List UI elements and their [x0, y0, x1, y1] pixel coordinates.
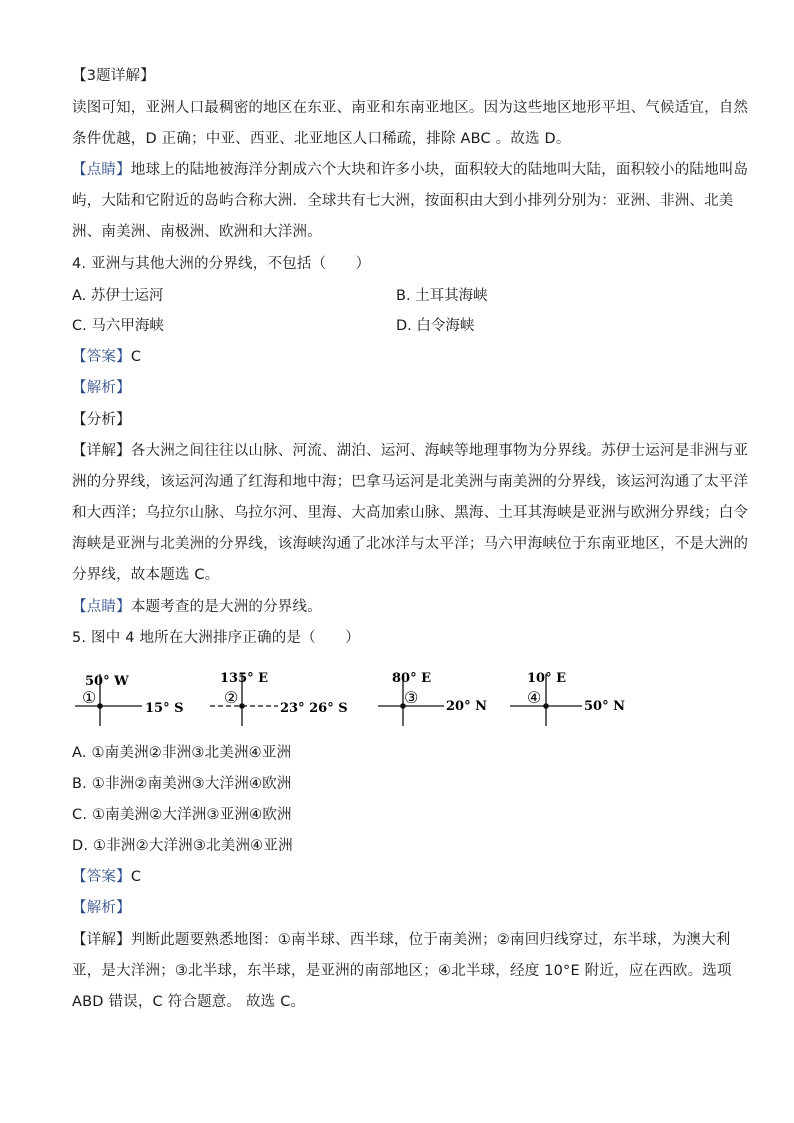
point-2-lon: 135° E — [220, 671, 269, 686]
q5-answer — [72, 867, 722, 887]
q4-point-text: 本题考查的是大洲的分界线。 — [130, 599, 322, 615]
q4-detail-text-1: 各大洲之间往往以山脉、河流、湖泊、运河、海峡等地理事物为分界线。苏伊士运河是非洲与亚 — [130, 443, 749, 459]
point-2-num: ② — [224, 688, 239, 707]
q3-point-line-1 — [72, 160, 749, 180]
q5-detail-line-2: 亚，是大洋洲；③北半球，东半球，是亚洲的南部地区；④北半球，经度 10°E 附近，应在西欧。选项 — [72, 963, 732, 979]
q4-option-b: B. 土耳其海峡 — [396, 288, 488, 304]
q5-option-a: A. ①南美洲②非洲③北美洲④亚洲 — [72, 745, 292, 761]
point-4-lat: 50° N — [584, 699, 625, 714]
q5-detail-line-1 — [72, 930, 731, 950]
point-4-num: ④ — [527, 688, 542, 707]
figure-point-4 — [510, 671, 625, 726]
answer-tag: 【答案】 — [72, 349, 131, 365]
q5-stem: 5. 图中 4 地所在大洲排序正确的是（ ） — [72, 630, 360, 646]
q5-option-b: B. ①非洲②南美洲③大洋洲④欧洲 — [72, 776, 292, 792]
point-4-lon: 10° E — [527, 671, 567, 686]
figure-point-3 — [378, 671, 487, 726]
q4-detail-line-4: 海峡是亚洲与北美洲的分界线，该海峡沟通了北冰洋与太平洋；马六甲海峡位于东南亚地区，不是大洲的 — [72, 536, 749, 552]
q3-point-line-3: 洲、南美洲、南极洲、欧洲和大洋洲。 — [72, 224, 322, 240]
q4-option-c: C. 马六甲海峡 — [72, 318, 164, 334]
point-tag: 【点睛】 — [72, 162, 131, 178]
point-3-lon: 80° E — [392, 671, 432, 686]
q5-answer-value: C — [130, 869, 142, 885]
detail-tag: 【详解】 — [72, 932, 131, 948]
q4-answer-value: C — [130, 349, 142, 365]
q3-detail-line-1: 读图可知，亚洲人口最稠密的地区在东亚、南亚和东南亚地区。因为这些地区地形平坦、气候适宜，自然 — [72, 100, 749, 116]
detail-tag: 【详解】 — [72, 443, 131, 459]
point-2-lat: 23° 26° S — [280, 701, 348, 716]
q4-detail-line-3: 和大西洋；乌拉尔山脉、乌拉尔河、里海、大高加索山脉、黑海、土耳其海峡是亚洲与欧洲分界线；白令 — [72, 505, 749, 521]
q5-option-d: D. ①非洲②大洋洲③北美洲④亚洲 — [72, 838, 293, 854]
q4-detail-line-2: 洲的分界线，该运河沟通了红海和地中海；巴拿马运河是北美洲与南美洲的分界线，该运河沟通了太平洋 — [72, 474, 749, 490]
q4-stem: 4. 亚洲与其他大洲的分界线，不包括（ ） — [72, 256, 371, 272]
q3-detail-line-2: 条件优越，D 正确；中亚、西亚、北亚地区人口稀疏，排除 ABC 。故选 D。 — [72, 131, 571, 147]
point-1-lon: 50° W — [85, 674, 129, 689]
q5-detail-text-1: 判断此题要熟悉地图：①南半球、西半球，位于南美洲；②南回归线穿过，东半球，为澳大利 — [130, 932, 731, 948]
point-1-lat: 15° S — [145, 701, 184, 716]
q5-analysis-tag: 【解析】 — [72, 900, 131, 916]
q4-point — [72, 597, 722, 617]
q5-detail-line-3: ABD 错误，C 符合题意。 故选 C。 — [72, 994, 306, 1010]
point-tag: 【点睛】 — [72, 599, 131, 615]
q3-point-text-1: 地球上的陆地被海洋分割成六个大块和许多小块，面积较大的陆地叫大陆，面积较小的陆地叫岛 — [130, 162, 749, 178]
point-3-lat: 20° N — [446, 699, 487, 714]
q3-heading: 【3题详解】 — [72, 68, 155, 84]
q4-option-d: D. 白令海峡 — [396, 318, 475, 334]
q4-option-a: A. 苏伊士运河 — [72, 288, 164, 304]
q5-option-c: C. ①南美洲②大洋洲③亚洲④欧洲 — [72, 807, 292, 823]
q4-fenxi-tag: 【分析】 — [72, 412, 131, 428]
figure-point-2 — [210, 671, 348, 726]
q4-detail-line-1 — [72, 441, 749, 461]
point-3-num: ③ — [404, 688, 419, 707]
figure-point-1 — [75, 674, 184, 726]
answer-tag: 【答案】 — [72, 869, 131, 885]
q4-answer — [72, 347, 722, 367]
point-1-num: ① — [82, 688, 97, 707]
coordinate-figure — [60, 660, 660, 732]
q4-analysis-tag: 【解析】 — [72, 380, 131, 396]
q3-point-line-2: 屿，大陆和它附近的岛屿合称大洲．全球共有七大洲，按面积由大到小排列分别为：亚洲、非洲、北美 — [72, 193, 734, 209]
q4-detail-line-5: 分界线，故本题选 C。 — [72, 567, 220, 583]
